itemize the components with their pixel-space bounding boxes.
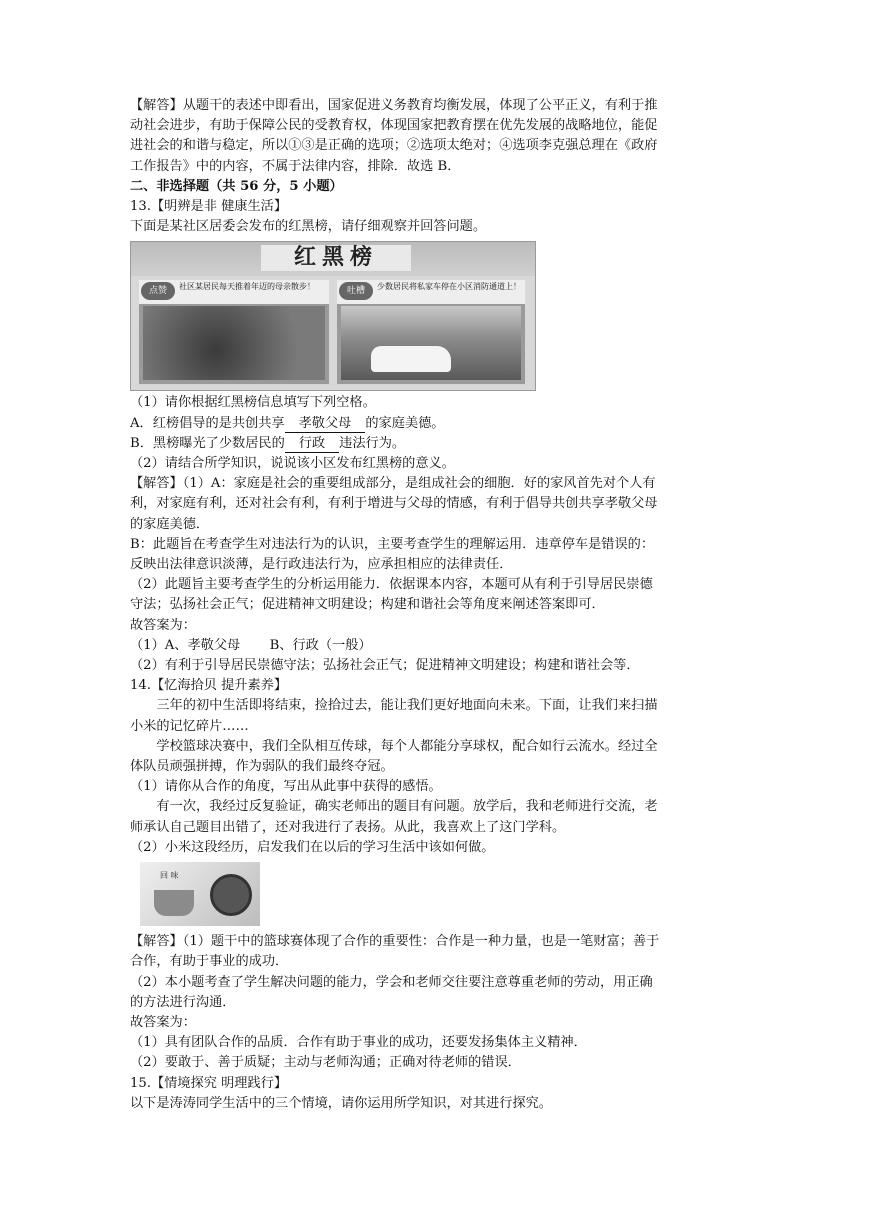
fill-b-blank: 行政 [285, 436, 339, 453]
question-paragraph: 有一次，我经过反复验证，确实老师出的题目有问题。放学后，我和老师进行交流，老 [156, 799, 658, 815]
question-part: （1）请你根据红黑榜信息填写下列空格。 [130, 395, 376, 411]
question-part: （2）请结合所学知识，说说该小区发布红黑榜的意义。 [130, 456, 455, 472]
answer-line: 利，对家庭有利，还对社会有利，有利于增进与父母的情感，有利于倡导共创共享孝敬父母 [130, 496, 658, 512]
praise-caption: 社区某居民每天推着年迈的母亲散步！ [139, 280, 329, 304]
question-paragraph: 师承认自己题目出错了，还对我进行了表扬。从此，我喜欢上了这门学科。 [130, 819, 566, 835]
answer-line: （1）具有团队合作的品质．合作有助于事业的成功，还要发扬集体主义精神． [130, 1035, 587, 1051]
answer-line: 进社会的和谐与稳定，所以①③是正确的选项；②选项太绝对；④选项李克强总理在《政府 [130, 138, 658, 154]
question-paragraph: 学校篮球决赛中，我们全队相互传球，每个人都能分享球权，配合如行云流水。经过全 [156, 738, 658, 754]
answer-line: 【解答】（1）题干中的篮球赛体现了合作的重要性：合作是一种力量，也是一笔财富；善于 [130, 934, 660, 950]
answer-line: （2）有利于引导居民崇德守法；弘扬社会正气；促进精神文明建设；构建和谐社会等． [130, 658, 640, 674]
cup-clock-image [140, 862, 260, 926]
fill-b-suffix: 违法行为。 [339, 435, 406, 451]
answer-line: 的家庭美德． [130, 516, 210, 532]
question-fill-b [130, 434, 742, 454]
fill-a-suffix: 的家庭美德。 [365, 415, 445, 431]
answer-line: （2）本小题考查了学生解决问题的能力，学会和老师交往要注意尊重老师的劳动，用正确 [130, 974, 653, 990]
answer-line: 【解答】（1）A：家庭是社会的重要组成部分，是组成社会的细胞．好的家风首先对个人有 [130, 476, 656, 492]
question-part: （2）小米这段经历，启发我们在以后的学习生活中该如何做。 [130, 839, 495, 855]
answer-line: 的方法进行沟通． [130, 994, 236, 1010]
question-fill-a [130, 414, 742, 434]
cup-caption: 回 味 [160, 871, 179, 881]
fill-a-blank: 孝敬父母 [285, 416, 366, 433]
question-intro: 以下是涛涛同学生活中的三个情境，请你运用所学知识，对其进行探究。 [130, 1095, 552, 1111]
clock-icon [210, 874, 252, 916]
fill-b-prefix: B．黑榜曝光了少数居民的 [130, 435, 285, 451]
answer-line: （1）A、孝敬父母 B、行政（一般） [130, 637, 372, 653]
answer-line: 合作，有助于事业的成功． [130, 954, 289, 970]
complaint-caption: 少数居民将私家车停在小区消防通道上！ [337, 280, 525, 304]
answer-line: 守法；弘扬社会正气；促进精神文明建设；构建和谐社会等角度来阐述答案即可． [130, 597, 605, 613]
fill-a-prefix: A．红榜倡导的是共创共享 [130, 415, 285, 431]
answer-line: 故答案为： [130, 1014, 196, 1030]
praise-tag: 点赞 [141, 282, 175, 300]
question-title: 13.【明辨是非 健康生活】 [130, 199, 288, 215]
question-paragraph: 三年的初中生活即将结束，捡拾过去，能让我们更好地面向未来。下面，让我们来扫描 [156, 698, 658, 714]
praise-photo [143, 306, 325, 380]
answer-line: B：此题旨在考查学生对违法行为的认识，主要考查学生的理解运用．违章停车是错误的： [130, 536, 654, 552]
document-page [130, 96, 742, 1114]
answer-line: 工作报告》中的内容，不属于法律内容，排除．故选 B． [130, 158, 461, 174]
section-heading: 二、非选择题（共 56 分，5 小题） [130, 178, 343, 194]
complaint-tag: 吐槽 [339, 282, 373, 300]
red-black-board-image [130, 241, 536, 391]
answer-line: （2）此题旨主要考查学生的分析运用能力．依据课本内容，本题可从有利于引导居民崇德 [130, 577, 653, 593]
cup-shape [154, 890, 194, 916]
question-part: （1）请你从合作的角度，写出从此事中获得的感悟。 [130, 779, 442, 795]
question-title: 14.【忆海拾贝 提升素养】 [130, 678, 288, 694]
question-paragraph: 小米的记忆碎片…… [130, 718, 249, 734]
question-paragraph: 体队员顽强拼搏，作为弱队的我们最终夺冠。 [130, 759, 394, 775]
board-title: 红黑榜 [261, 245, 411, 271]
answer-line: 【解答】从题干的表述中即看出，国家促进义务教育均衡发展，体现了公平正义，有利于推 [130, 98, 658, 113]
question-title: 15.【情境探究 明理践行】 [130, 1075, 288, 1091]
answer-line: （2）要敢于、善于质疑；主动与老师沟通；正确对待老师的错误． [130, 1055, 521, 1071]
answer-line: 故答案为： [130, 617, 196, 633]
car-shape [371, 346, 451, 372]
question-intro: 下面是某社区居委会发布的红黑榜，请仔细观察并回答问题。 [130, 219, 487, 235]
complaint-panel [337, 280, 525, 384]
complaint-photo [341, 306, 521, 380]
answer-line: 反映出法律意识淡薄，是行政违法行为，应承担相应的法律责任． [130, 557, 513, 573]
answer-line: 动社会进步，有助于保障公民的受教育权，体现国家把教育摆在优先发展的战略地位，能促 [130, 118, 658, 134]
praise-panel [139, 280, 329, 384]
